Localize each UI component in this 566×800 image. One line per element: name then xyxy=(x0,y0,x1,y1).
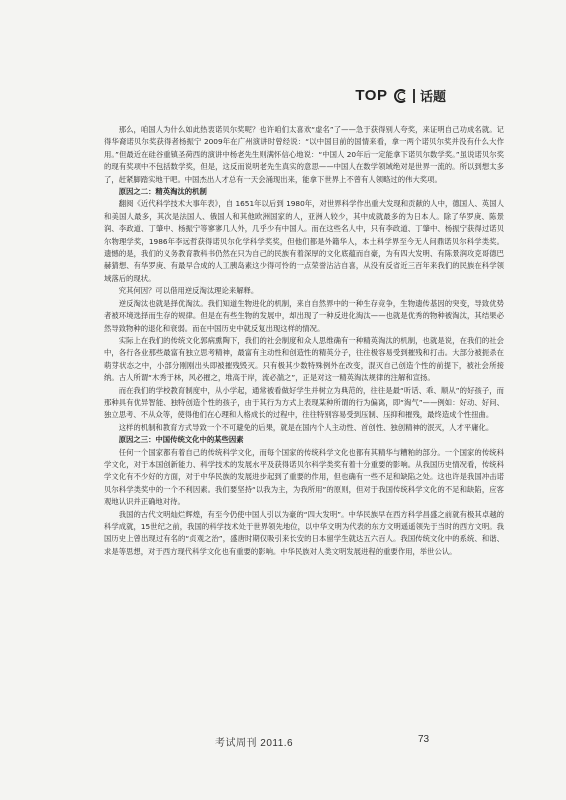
paragraph: 实际上在我们的传统文化郭病熏陶下，我们的社会制度和众人思维确有一种精英淘汰的机制，也就是说，在我们的社会中，各行各业那些最富有独立思考精神，最富有主动性和创造性的精英分子，往往极容易受到摧残和打击。大部分被扼杀在萌芽状态之中，小部分刚刚出头即被摧残毁灭。只有极其少数特殊例外在改变，混灭自己创造个性的前提下，被社会所接纳。古人所谓“木秀于林，风必摧之，堆高于岸，流必湍之”，正是对这一精英淘汰规律的注解和宣扬。 xyxy=(104,335,504,383)
page-number: 73 xyxy=(418,734,430,745)
paragraph: 究其何因？可以借用逆反淘汰理论来解释。 xyxy=(118,286,259,296)
paragraph: 逆反淘汰也就是择优淘汰。我们知道生物进化的机制，来自自然界中的一种生存竞争，生物遗传基因的突变，导致优势者被环境选择而生存的规律。但是在有些生物的发展中，却出现了一种反进化淘汰——也就是优秀的物种被淘汰，其结果必然导致物种的退化和衰弱。而在中国历史中就反复出现这样的情况。 xyxy=(104,298,504,333)
paragraph: 这样的机制和教育方式导致一个不可避免的后果，就是在国内个人主动性、首创性、独创精神的泯灭，人才平庸化。 xyxy=(118,422,494,432)
magazine-title: 考试周刊 2011.6 xyxy=(215,738,294,749)
paragraph: 我国的古代文明灿烂辉煌，有至今仍使中国人引以为豪的“四大发明”。中华民族早在西方科学昌盛之前就有极其卓越的科学成就，15世纪之前，我国的科学技术处于世界领先地位，以中华文明为代表的东方文明遥遥领先于当时的西方文明。我国历史上曾出现过有名的“贞观之治”，盛唐时期仅吸引来长安的日本留学生就达五六百人。我国传统文化中的系统、和谐、求是等思想，对于西方现代科学文化也有重要的影响。中华民族对人类文明发展进程的重要作用，举世公认。 xyxy=(104,509,504,556)
brand-logo: TOP xyxy=(355,87,388,104)
paragraph: 而在我们的学校教育制度中，从小学起，通常被看做好学生并树立为典范的，往往是最“听话、乖、顺从”的好孩子，而那种具有优异智能、独特创造个性的孩子，由于其行为方式上表现某种所谓的行为偏离，即“淘气”——例如：好动、好问、独立思考、不从众等，使得他们在心理和人格成长的过程中，往往特别容易受到压制、压抑和摧残，最终造成个性扭曲。 xyxy=(104,385,504,420)
paragraph: 翻阅《近代科学技术大事年表》，自 1651年以后到 1980年，对世界科学作出重大发现和贡献的人中，德国人、英国人和美国人最多，其次是法国人、俄国人和其他欧洲国家的人，亚洲人较少，其中成就最多的为日本人。除了华罗庚、陈景润、李政道、丁肇中、杨振宁等寥寥几人外，几乎少有中国人。而在这些名人中，只有李政道、丁肇中、杨振宁获得过诺贝尔物理学奖，1986年李远哲获得诺贝尔化学科学奖奖，但他们都是外籍华人，本土科学界至今无人问鼎诺贝尔科学类奖。遗憾的是，我们的义务教育教科书仍然在只为自己的民族有着深厚的文化底蕴而自豪，为有四大发明、有陈景润攻克哥德巴赫猜想、有华罗庚、有最早合成的人工胰岛素这少得可怜的一点荣誉沾沾自喜，从没有反省近三百年来我们的民族在科学领域落后的现状。 xyxy=(104,199,504,283)
section-title: 话题 xyxy=(419,89,446,104)
section-heading: 原因之二：精英淘汰的机制 xyxy=(118,187,207,197)
paragraph: 任何一个国家都有着自己的传统科学文化，而每个国家的传统科学文化也都有其精华与糟粕的部分。一个国家的传统科学文化，对于本国创新能力、科学技术的发展水平及获得诺贝尔科学类奖有着十分重要的影响。从我国历史情况看，传统科学文化有不少好的方面，对于中华民族的发展进步起到了重要的作用，但也确有一些不足和缺陷之处。这也许是我国冲击诺贝尔科学类奖中的一个不利因素。我们要坚持“以我为主，为我所用”的原则，但对于我国传统科学文化的不足和缺陷，应客观地认识并正确地对待。 xyxy=(104,447,504,507)
header-separator xyxy=(413,89,415,103)
page-header xyxy=(355,86,446,105)
c-glyph-icon xyxy=(392,89,408,103)
article-body xyxy=(104,124,504,558)
section-heading: 原因之三：中国传统文化中的某些因素 xyxy=(118,435,244,445)
paragraph: 那么，咱国人为什么如此热衷诺贝尔奖呢？也许咱们太喜欢“虚名”了——急于获得别人夸奖，来证明自己功成名就。记得华裔诺贝尔奖获得者杨振宁 2009年在广州演讲时曾经说：“以中国目前的国情来看，拿一两个诺贝尔奖并没有什么大作用。”但最近在硅谷重镇圣荷西的演讲中杨老先生则满怀信心地说：“中国人 20年后一定能拿下诺贝尔数学奖。”虽说诺贝尔奖的现有奖项中不包括数学奖，但是，这反而说明老先生真实的意思——中国人在数学领域绝对是世界一流的。所以到想太多了，赶紧脚踏实地干吧。中国杰出人才总有一天会涌现出来，能拿下世界上不曾有人领略过的伟大奖项。 xyxy=(104,125,504,184)
